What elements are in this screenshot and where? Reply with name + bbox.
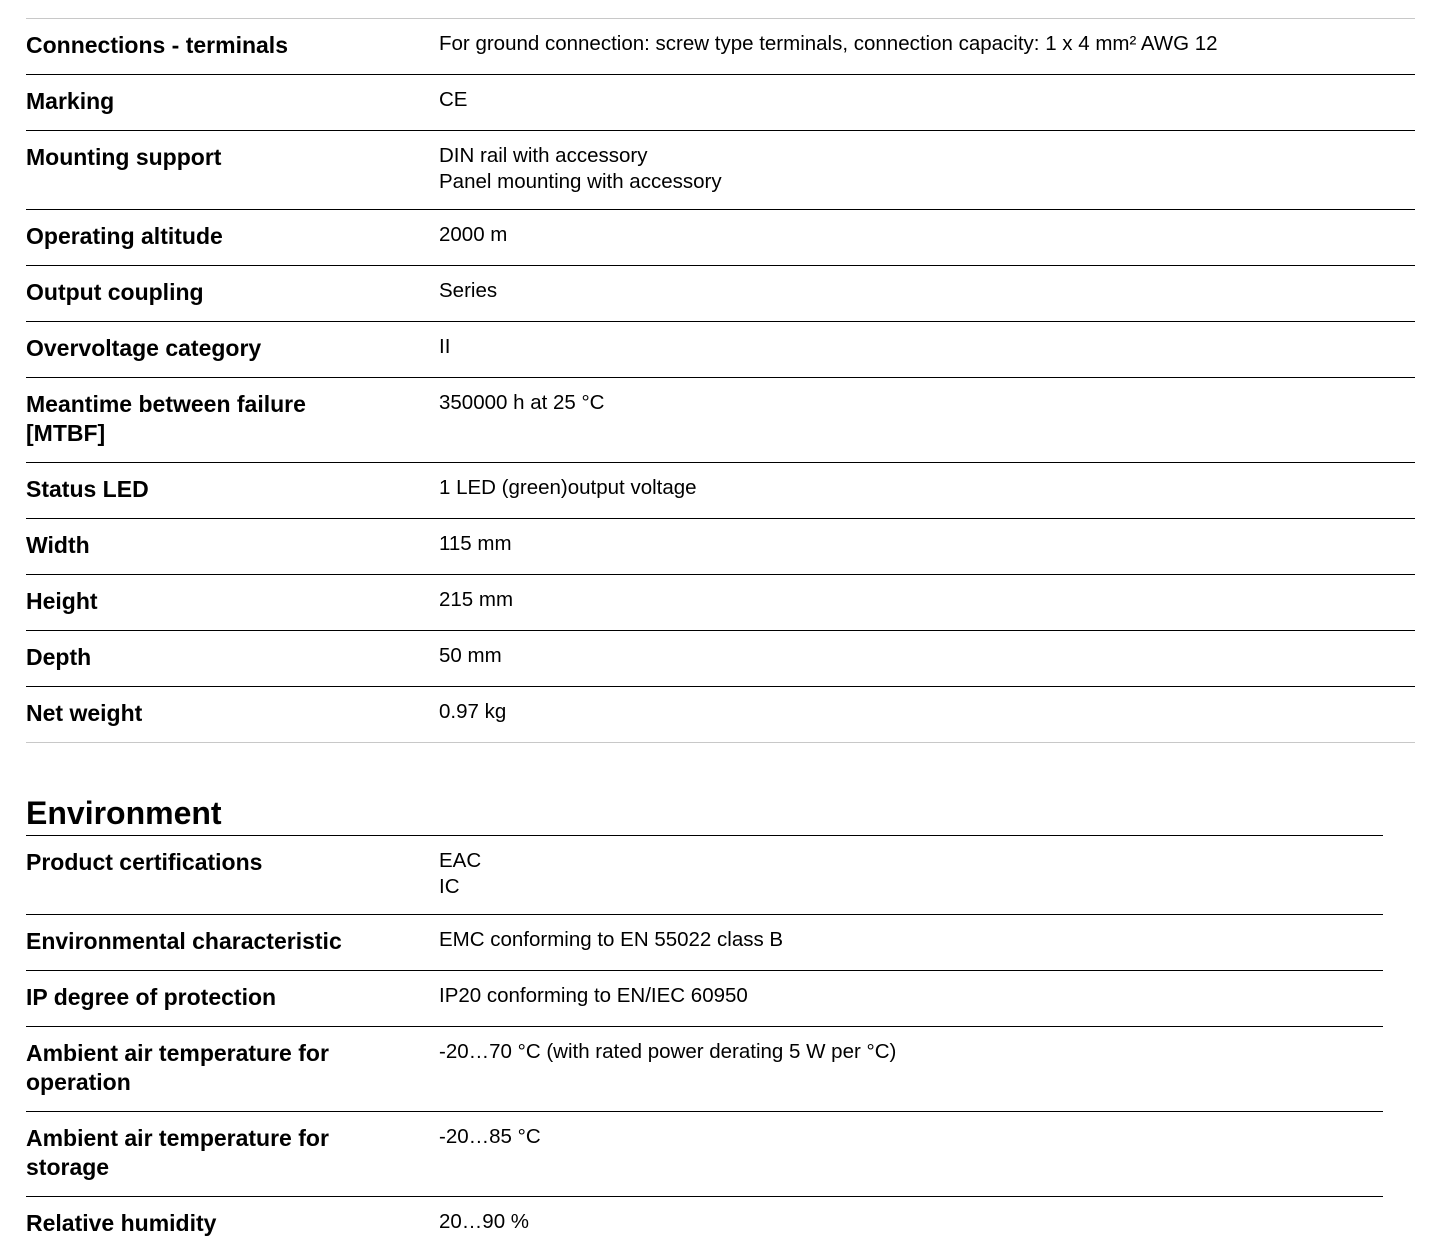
env-row-environmental-characteristic	[26, 915, 1383, 971]
spec-label: Status LED	[26, 476, 149, 502]
env-row-product-certifications	[26, 836, 1383, 915]
spec-value-line: 1 LED (green)output voltage	[439, 476, 697, 499]
specifications-table	[26, 18, 1415, 743]
spec-value-line: 350000 h at 25 °C	[439, 391, 605, 414]
spec-value	[439, 278, 1415, 307]
env-value-line: 20…90 %	[439, 1210, 530, 1233]
env-value	[439, 1124, 1383, 1182]
spec-value	[439, 531, 1415, 560]
spec-value	[439, 699, 1415, 728]
spec-value-line: 2000 m	[439, 223, 508, 246]
env-value	[439, 848, 1383, 900]
spec-row-net-weight	[26, 687, 1415, 743]
spec-label: Width	[26, 532, 90, 558]
spec-value	[439, 31, 1415, 60]
spec-row-marking	[26, 75, 1415, 131]
spec-value-line: 215 mm	[439, 588, 514, 611]
spec-row-width	[26, 519, 1415, 575]
spec-value-line: 50 mm	[439, 644, 502, 667]
spec-label: Net weight	[26, 700, 143, 726]
env-value-line: IP20 conforming to EN/IEC 60950	[439, 984, 748, 1007]
spec-row-depth	[26, 631, 1415, 687]
spec-row-mounting-support	[26, 131, 1415, 210]
spec-value	[439, 643, 1415, 672]
spec-value	[439, 143, 1415, 195]
spec-row-mtbf	[26, 378, 1415, 463]
spec-label: Depth	[26, 644, 92, 670]
spec-label: Operating altitude	[26, 223, 223, 249]
env-label: Product certifications	[26, 849, 263, 875]
spec-row-overvoltage-category	[26, 322, 1415, 378]
env-value-line: EAC	[439, 849, 482, 872]
spec-value-line: Panel mounting with accessory	[439, 170, 722, 193]
env-value	[439, 983, 1383, 1012]
env-value	[439, 1039, 1383, 1097]
spec-value-line: For ground connection: screw type terminals, connection capacity: 1 x 4 mm² AWG 12	[439, 32, 1218, 55]
env-label: Relative humidity	[26, 1210, 217, 1236]
env-value	[439, 927, 1383, 956]
env-row-ambient-temp-storage	[26, 1112, 1383, 1197]
spec-value	[439, 334, 1415, 363]
env-label: Environmental characteristic	[26, 928, 342, 954]
env-label: Ambient air temperature for storage	[26, 1125, 329, 1180]
spec-value	[439, 87, 1415, 116]
env-value-line: EMC conforming to EN 55022 class B	[439, 928, 784, 951]
spec-row-status-led	[26, 463, 1415, 519]
spec-label: Connections - terminals	[26, 32, 288, 58]
environment-table	[26, 835, 1383, 1246]
env-label: IP degree of protection	[26, 984, 277, 1010]
env-row-ambient-temp-operation	[26, 1027, 1383, 1112]
spec-value-line: Series	[439, 279, 498, 302]
spec-value	[439, 587, 1415, 616]
spec-row-connections-terminals	[26, 19, 1415, 75]
spec-value-line: 115 mm	[439, 532, 512, 555]
env-value-line: IC	[439, 875, 460, 898]
spec-label: Height	[26, 588, 98, 614]
spec-row-output-coupling	[26, 266, 1415, 322]
env-row-relative-humidity	[26, 1197, 1383, 1246]
spec-value-line: CE	[439, 88, 468, 111]
env-row-ip-degree-of-protection	[26, 971, 1383, 1027]
spec-label: Marking	[26, 88, 115, 114]
env-value-line: -20…85 °C	[439, 1125, 541, 1148]
spec-label: Overvoltage category	[26, 335, 262, 361]
spec-value-line: II	[439, 335, 451, 358]
spec-row-height	[26, 575, 1415, 631]
env-value	[439, 1209, 1383, 1238]
spec-value	[439, 475, 1415, 504]
spec-label: Meantime between failure [MTBF]	[26, 391, 306, 446]
spec-label: Output coupling	[26, 279, 204, 305]
environment-section-title: Environment	[26, 795, 222, 831]
spec-value-line: 0.97 kg	[439, 700, 507, 723]
spec-label: Mounting support	[26, 144, 222, 170]
env-value-line: -20…70 °C (with rated power derating 5 W per °C)	[439, 1040, 897, 1063]
spec-value-line: DIN rail with accessory	[439, 144, 648, 167]
spec-value	[439, 222, 1415, 251]
spec-value	[439, 390, 1415, 448]
spec-row-operating-altitude	[26, 210, 1415, 266]
env-label: Ambient air temperature for operation	[26, 1040, 329, 1095]
